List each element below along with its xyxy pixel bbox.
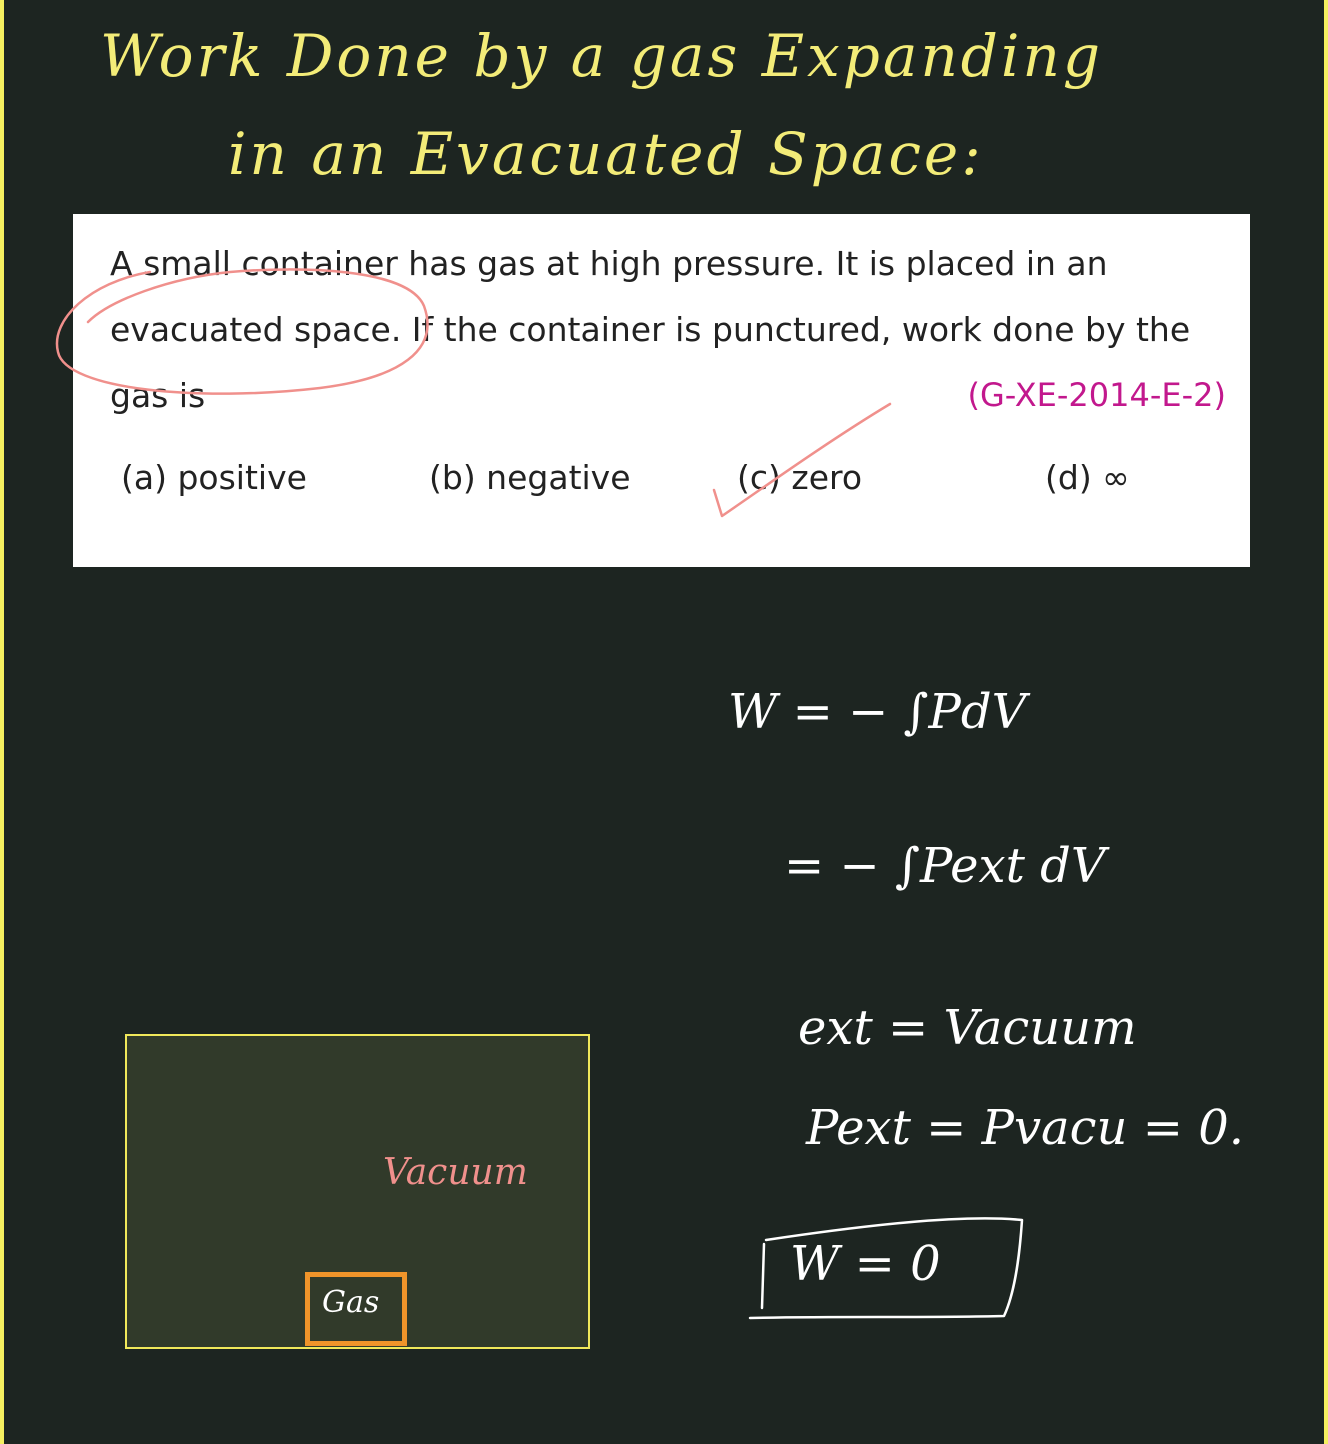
question-text-line-3: gas is	[110, 376, 206, 415]
handwritten-title-line-2: in an Evacuated Space:	[228, 120, 984, 188]
question-source-tag: (G-XE-2014-E-2)	[967, 376, 1226, 414]
handwritten-title-line-1: Work Done by a gas Expanding	[100, 22, 1103, 90]
option-a[interactable]: (a) positive	[121, 458, 307, 497]
option-d[interactable]: (d) ∞	[1045, 458, 1130, 497]
page-right-edge	[1324, 0, 1328, 1444]
gas-label: Gas	[322, 1285, 380, 1320]
question-text-line-2: evacuated space. If the container is punctured, work done by the	[110, 310, 1191, 349]
question-card	[73, 214, 1250, 567]
page-left-edge	[0, 0, 4, 1444]
option-c[interactable]: (c) zero	[737, 458, 863, 497]
equation-ext-vacuum: ext = Vacuum	[798, 1000, 1137, 1056]
equation-external-pressure-integral: = − ∫Pext dV	[784, 838, 1106, 894]
equation-answer-w-zero: W = 0	[790, 1236, 941, 1292]
option-b[interactable]: (b) negative	[429, 458, 631, 497]
vacuum-sketch-box	[125, 1034, 590, 1349]
equation-pext-zero: Pext = Pvacu = 0.	[806, 1100, 1244, 1156]
question-text-line-1: A small container has gas at high pressure. It is placed in an	[110, 244, 1108, 283]
equation-work-integral: W = − ∫PdV	[728, 684, 1027, 740]
gas-container	[305, 1272, 407, 1346]
vacuum-label: Vacuum	[383, 1152, 528, 1193]
